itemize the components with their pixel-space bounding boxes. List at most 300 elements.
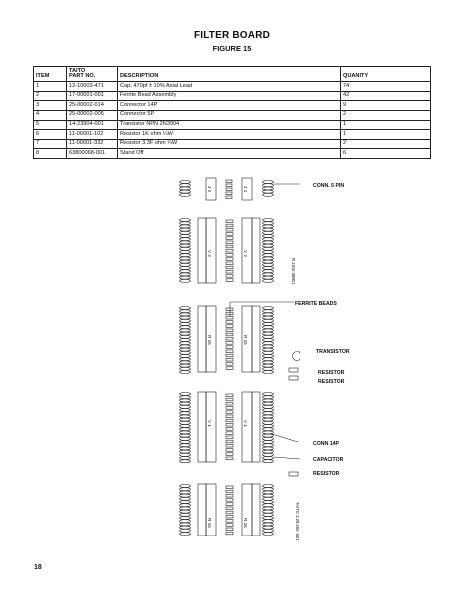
connector-pin [226, 249, 233, 252]
capacitor-coil [180, 393, 191, 396]
capacitor-coil [180, 488, 191, 491]
capacitor-coil [263, 244, 274, 247]
ferrite-bead-coil [263, 190, 274, 193]
capacitor-coil [180, 460, 191, 463]
label-j2-right: J 2 [243, 186, 248, 193]
label-v2-left: V 2 [207, 250, 212, 257]
capacitor-coil [180, 345, 191, 348]
ferrite-bead-coil [180, 181, 191, 184]
capacitor-coil [180, 409, 191, 412]
capacitor-coil [263, 279, 274, 282]
connector-pin [226, 275, 233, 278]
capacitor-coil [180, 316, 191, 319]
cell-item: 5 [34, 120, 67, 130]
label-r16-right: R 16 [243, 518, 248, 528]
cell-description: Connector 5P [118, 110, 341, 120]
connector-pin [226, 415, 233, 418]
capacitor-coil [263, 219, 274, 222]
figure-caption: FIGURE 15 [212, 44, 252, 53]
capacitor-coil [263, 457, 274, 460]
connector-pin [226, 367, 233, 370]
capacitor-coil [263, 241, 274, 244]
capacitor-coil [180, 222, 191, 225]
capacitor-coil [263, 453, 274, 456]
capacitor-coil [263, 491, 274, 494]
connector-pin [226, 528, 233, 531]
connector-pin [226, 192, 232, 195]
capacitor-coil [263, 323, 274, 326]
capacitor-coil [263, 260, 274, 263]
ferrite-bead-coil [263, 187, 274, 190]
connector-pin [226, 270, 233, 273]
capacitor-coil [180, 520, 191, 523]
cell-part: 14-23904-001 [67, 120, 118, 130]
capacitor-coil [180, 267, 191, 270]
capacitor-coil [263, 393, 274, 396]
connector-pin [226, 490, 233, 493]
capacitor-coil [180, 523, 191, 526]
capacitor-coil [180, 501, 191, 504]
capacitor-coil [263, 348, 274, 351]
capacitor-coil [263, 332, 274, 335]
capacitor-coil [263, 228, 274, 231]
connector-pin [226, 436, 233, 439]
table-row [34, 101, 431, 111]
capacitor-coil [180, 450, 191, 453]
callout-ferrite-beads: FERRITE BEADS [295, 301, 337, 307]
cell-item: 4 [34, 110, 67, 120]
parts-table [33, 66, 431, 159]
connector-pin [226, 494, 233, 497]
capacitor-coil [180, 418, 191, 421]
capacitor-coil [263, 225, 274, 228]
connector-pin [226, 394, 233, 397]
board-mark-upper: R.1910 38801 [291, 258, 296, 285]
capacitor-coil [263, 447, 274, 450]
capacitor-coil [180, 335, 191, 338]
cell-description: Resistor 1K ohm ¼W [118, 130, 341, 140]
connector-14p [242, 484, 252, 536]
capacitor-coil [180, 437, 191, 440]
ferrite-bead-coil [180, 193, 191, 196]
capacitor-coil [263, 251, 274, 254]
capacitor-coil [180, 307, 191, 310]
capacitor-coil [263, 342, 274, 345]
capacitor-coil [180, 510, 191, 513]
capacitor-coil [180, 513, 191, 516]
capacitor-coil [263, 351, 274, 354]
connector-pin [226, 241, 233, 244]
board-mark-lower: TAITO 3.29.550 .001 [295, 502, 300, 541]
capacitor-coil [180, 441, 191, 444]
capacitor-coil [180, 425, 191, 428]
connector-pin [226, 402, 233, 405]
capacitor-coil [263, 523, 274, 526]
capacitor-coil [180, 494, 191, 497]
capacitor-coil [180, 491, 191, 494]
connector-pin [226, 524, 233, 527]
capacitor-coil [180, 453, 191, 456]
ferrite-bead-coil [180, 190, 191, 193]
capacitor-coil [263, 497, 274, 500]
header-description: DESCRIPTION [118, 67, 341, 82]
connector-14p [206, 484, 216, 536]
label-r16-left: R 16 [207, 518, 212, 528]
filter-bar [198, 218, 206, 283]
connector-pin [226, 312, 233, 315]
capacitor-coil [180, 319, 191, 322]
connector-pin [226, 507, 233, 510]
connector-pin [226, 358, 233, 361]
capacitor-coil [180, 313, 191, 316]
capacitor-coil [180, 371, 191, 374]
capacitor-coil [180, 273, 191, 276]
capacitor-coil [263, 425, 274, 428]
callout-resistor-3: RESISTOR [313, 471, 340, 477]
capacitor-coil [180, 517, 191, 520]
connector-pin [226, 308, 233, 311]
filter-bar [252, 392, 260, 462]
capacitor-coil [263, 402, 274, 405]
cell-quantity: 2 [341, 110, 431, 120]
capacitor-coil [180, 415, 191, 418]
capacitor-coil [180, 348, 191, 351]
capacitor-coil [180, 244, 191, 247]
capacitor-coil [180, 241, 191, 244]
connector-pin [226, 499, 233, 502]
capacitor-coil [263, 444, 274, 447]
capacitor-coil [263, 517, 274, 520]
connector-pin [226, 363, 233, 366]
capacitor-coil [180, 225, 191, 228]
capacitor-coil [180, 310, 191, 313]
capacitor-coil [180, 238, 191, 241]
capacitor-coil [180, 367, 191, 370]
page-number: 18 [34, 564, 42, 571]
filter-board-diagram [170, 176, 300, 536]
connector-pin [226, 342, 233, 345]
capacitor-coil [263, 418, 274, 421]
capacitor-coil [180, 402, 191, 405]
callout-resistor-2: RESISTOR [318, 379, 345, 385]
cell-quantity: 6 [341, 149, 431, 159]
capacitor-coil [180, 358, 191, 361]
cell-part: 17-00001-001 [67, 91, 118, 101]
capacitor-coil [263, 412, 274, 415]
capacitor-coil [180, 447, 191, 450]
capacitor-coil [263, 273, 274, 276]
capacitor-coil [263, 326, 274, 329]
cell-part: 11-00001-102 [67, 130, 118, 140]
cell-quantity: 1 [341, 120, 431, 130]
connector-pin [226, 503, 233, 506]
capacitor-coil [263, 267, 274, 270]
cell-item: 7 [34, 139, 67, 149]
connector-pin [226, 262, 233, 265]
capacitor-coil [263, 431, 274, 434]
cell-part: 25-00002-005 [67, 110, 118, 120]
connector-pin [226, 224, 233, 227]
connector-pin [226, 316, 233, 319]
capacitor-coil [180, 251, 191, 254]
capacitor-coil [263, 263, 274, 266]
capacitor-coil [180, 444, 191, 447]
table-header-row [34, 67, 431, 82]
cell-part: 12-10003-471 [67, 82, 118, 92]
capacitor-coil [180, 405, 191, 408]
capacitor-coil [180, 270, 191, 273]
connector-pin [226, 444, 233, 447]
capacitor-coil [263, 421, 274, 424]
capacitor-coil [180, 421, 191, 424]
connector-pin [226, 532, 233, 535]
callout-conn-5-pin: CONN. 5 PIN [313, 183, 345, 189]
connector-pin [226, 184, 232, 187]
connector-pin [226, 233, 233, 236]
connector-pin [226, 337, 233, 340]
capacitor-coil [263, 307, 274, 310]
header-part-no [67, 67, 118, 82]
capacitor-coil [263, 488, 274, 491]
ferrite-bead-coil [263, 184, 274, 187]
connector-pin [226, 419, 233, 422]
capacitor-coil [180, 339, 191, 342]
cell-part: 11-00001-332 [67, 139, 118, 149]
capacitor-coil [263, 364, 274, 367]
connector-pin [226, 398, 233, 401]
connector-pin [226, 321, 233, 324]
cell-description: Connector 14P [118, 101, 341, 111]
connector-14p [242, 392, 252, 462]
capacitor-coil [180, 504, 191, 507]
capacitor-coil [180, 254, 191, 257]
header-part-top: TAITO [69, 67, 86, 74]
connector-pin [226, 423, 233, 426]
capacitor-coil [263, 276, 274, 279]
cell-part: 63800068-001 [67, 149, 118, 159]
capacitor-coil [263, 485, 274, 488]
connector-pin [226, 515, 233, 518]
capacitor-coil [263, 335, 274, 338]
cell-quantity: 74 [341, 82, 431, 92]
capacitor-coil [263, 441, 274, 444]
table-row [34, 139, 431, 149]
table-row [34, 82, 431, 92]
connector-14p [206, 392, 216, 462]
capacitor-coil [263, 339, 274, 342]
cell-description: Stand Off [118, 149, 341, 159]
label-v2-right: V 2 [243, 250, 248, 257]
capacitor-coil [180, 507, 191, 510]
cell-item: 6 [34, 130, 67, 140]
connector-pin [226, 258, 233, 261]
resistor [289, 376, 298, 380]
capacitor-coil [263, 513, 274, 516]
capacitor-coil [180, 231, 191, 234]
capacitor-coil [180, 235, 191, 238]
capacitor-coil [180, 263, 191, 266]
connector-pin [226, 254, 233, 257]
capacitor-coil [180, 260, 191, 263]
capacitor-coil [263, 222, 274, 225]
connector-pin [226, 329, 233, 332]
cell-description: Resistor 3.3F ohm ¼W [118, 139, 341, 149]
connector-pin [226, 407, 233, 410]
callout-transistor: TRANSISTOR [316, 349, 350, 355]
connector-pin [226, 486, 233, 489]
connector-pin [226, 228, 233, 231]
filter-bar [252, 306, 260, 372]
callout-resistor-1: RESISTOR [318, 370, 345, 376]
connector-pin [226, 453, 233, 456]
capacitor-coil [263, 329, 274, 332]
capacitor-coil [180, 457, 191, 460]
connector-pin [226, 333, 233, 336]
header-quantity: QUANITY [341, 67, 431, 82]
page-title: FILTER BOARD [193, 30, 271, 41]
table-row [34, 130, 431, 140]
capacitor-coil [263, 313, 274, 316]
capacitor-coil [263, 231, 274, 234]
capacitor-coil [263, 409, 274, 412]
cell-item: 8 [34, 149, 67, 159]
capacitor-coil [263, 460, 274, 463]
capacitor-coil [180, 529, 191, 532]
capacitor-coil [180, 228, 191, 231]
capacitor-coil [180, 257, 191, 260]
capacitor-coil [263, 529, 274, 532]
cell-quantity: 9 [341, 101, 431, 111]
connector-pin [226, 432, 233, 435]
connector-pin [226, 245, 233, 248]
cell-quantity: 1 [341, 130, 431, 140]
capacitor-coil [263, 415, 274, 418]
capacitor-coil [180, 412, 191, 415]
connector-pin [226, 411, 233, 414]
filter-bar [198, 484, 206, 536]
table-row [34, 149, 431, 159]
capacitor-coil [180, 247, 191, 250]
connector-pin [226, 428, 233, 431]
filter-bar [252, 218, 260, 283]
filter-bar [252, 484, 260, 536]
capacitor-coil [263, 345, 274, 348]
capacitor-coil [263, 235, 274, 238]
connector-pin [226, 196, 232, 199]
capacitor-coil [263, 450, 274, 453]
cell-item: 2 [34, 91, 67, 101]
connector-pin [226, 440, 233, 443]
capacitor-coil [263, 247, 274, 250]
capacitor-coil [180, 428, 191, 431]
capacitor-coil [263, 254, 274, 257]
capacitor-coil [180, 323, 191, 326]
capacitor-coil [263, 270, 274, 273]
capacitor-coil [180, 485, 191, 488]
cell-item: 1 [34, 82, 67, 92]
connector-pin [226, 220, 233, 223]
callout-leader [272, 434, 298, 442]
capacitor-coil [180, 361, 191, 364]
resistor [289, 472, 298, 476]
capacitor-coil [180, 351, 191, 354]
capacitor-coil [180, 279, 191, 282]
filter-bar [198, 392, 206, 462]
connector-pin [226, 354, 233, 357]
cell-quantity: 42 [341, 91, 431, 101]
capacitor-coil [263, 238, 274, 241]
label-r15-left: R 15 [207, 335, 212, 345]
connector-pin [226, 350, 233, 353]
capacitor-coil [180, 431, 191, 434]
capacitor-coil [263, 371, 274, 374]
capacitor-coil [263, 396, 274, 399]
connector-pin [226, 449, 233, 452]
capacitor-coil [263, 520, 274, 523]
capacitor-coil [263, 310, 274, 313]
capacitor-coil [263, 510, 274, 513]
filter-bar [198, 306, 206, 372]
capacitor-coil [263, 361, 274, 364]
connector-pin [226, 346, 233, 349]
table-row [34, 110, 431, 120]
cell-part: 25-00002-014 [67, 101, 118, 111]
capacitor-coil [263, 257, 274, 260]
capacitor-coil [180, 219, 191, 222]
connector-pin [226, 511, 233, 514]
capacitor-coil [180, 526, 191, 529]
capacitor-coil [180, 326, 191, 329]
capacitor-coil [180, 396, 191, 399]
capacitor-coil [263, 358, 274, 361]
connector-pin [226, 266, 233, 269]
label-v1-right: V 1 [243, 420, 248, 427]
capacitor-coil [180, 332, 191, 335]
capacitor-coil [180, 364, 191, 367]
capacitor-coil [263, 494, 274, 497]
capacitor-coil [263, 501, 274, 504]
capacitor-coil [263, 367, 274, 370]
capacitor-coil [263, 533, 274, 536]
label-r15-right: R 15 [243, 335, 248, 345]
callout-leader [274, 457, 300, 459]
header-item: ITEM [34, 67, 67, 82]
capacitor-coil [180, 342, 191, 345]
ferrite-bead-coil [263, 193, 274, 196]
ferrite-bead-coil [180, 184, 191, 187]
header-part-bottom: PART NO. [69, 73, 96, 80]
cell-description: Transistor NPN 2N3904 [118, 120, 341, 130]
capacitor-coil [180, 329, 191, 332]
ferrite-bead-coil [180, 187, 191, 190]
cell-description: Cap, 470pf ± 10% Axial Lead [118, 82, 341, 92]
resistor [289, 368, 298, 372]
capacitor-coil [180, 497, 191, 500]
capacitor-coil [180, 533, 191, 536]
capacitor-coil [263, 434, 274, 437]
connector-pin [226, 279, 233, 282]
connector-pin [226, 180, 232, 183]
capacitor-coil [263, 504, 274, 507]
table-row [34, 91, 431, 101]
connector-pin [226, 237, 233, 240]
cell-quantity: 2 [341, 139, 431, 149]
capacitor-coil [180, 399, 191, 402]
capacitor-coil [263, 428, 274, 431]
capacitor-coil [263, 319, 274, 322]
connector-pin [226, 520, 233, 523]
capacitor-coil [263, 507, 274, 510]
